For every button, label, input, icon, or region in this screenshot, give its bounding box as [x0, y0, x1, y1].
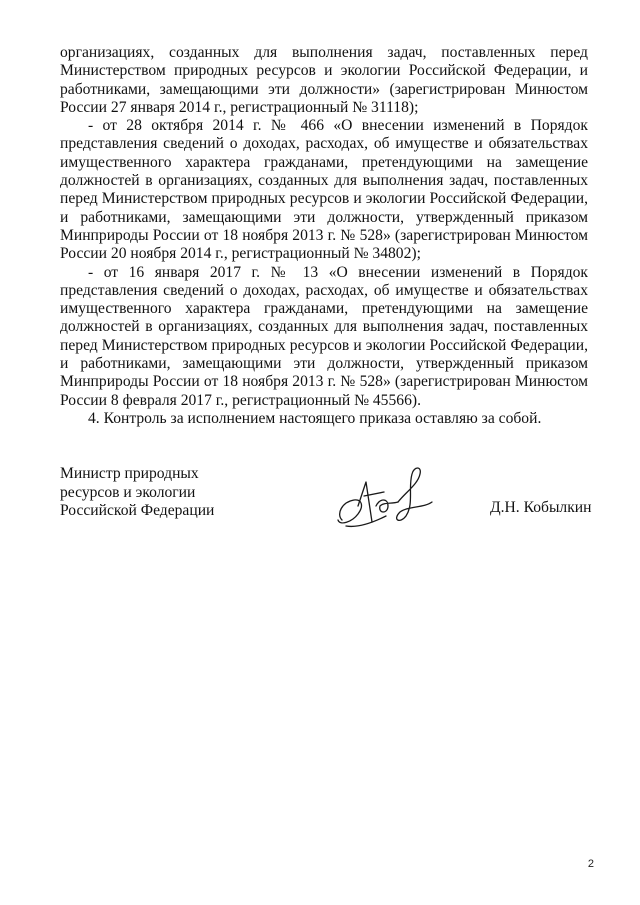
- paragraph-control-clause: 4. Контроль за исполнением настоящего приказа оставляю за собой.: [88, 409, 542, 427]
- paragraph-order-13: - от 16 января 2017 г. № 13 «О внесении изменений в Порядок представления сведений о доходах, расходах, об имуществе и обязательствах имущественного характера гражданами, претендующими на замещение должностей в организациях, созданных для выполнения задач, поставленных перед Министерством природных ресурсов и экологии Российской Федерации, и работниками, замещающими эти должности, утвержденный приказом Минприроды России от 18 ноября 2013 г. № 528» (зарегистрирован Минюстом России 8 февраля 2017 г., регистрационный № 45566).: [60, 263, 588, 409]
- signatory-title-line: Российской Федерации: [60, 502, 215, 519]
- handwritten-signature: [328, 462, 438, 536]
- paragraph-continuation: организациях, созданных для выполнения задач, поставленных перед Министерством природных ресурсов и экологии Российской Федерации, и работниками, замещающими эти должности» (зарегистрирован Минюстом России 27 января 2014 г., регистрационный № 31118);: [60, 44, 588, 116]
- paragraph-order-466: - от 28 октября 2014 г. № 466 «О внесении изменений в Порядок представления сведений о доходах, расходах, об имуществе и обязательствах имущественного характера гражданами, претендующими на замещение должностей в организациях, созданных для выполнения задач, поставленных перед Министерством природных ресурсов и экологии Российской Федерации, и работниками, замещающими эти должности, утвержденный приказом Минприроды России от 18 ноября 2013 г. № 528» (зарегистрирован Минюстом России 20 ноября 2014 г., регистрационный № 34802);: [60, 117, 588, 263]
- page-number: 2: [587, 858, 594, 870]
- signatory-name: Д.Н. Кобылкин: [490, 499, 592, 516]
- signatory-title-line: ресурсов и экологии: [60, 483, 196, 501]
- document-body: [60, 44, 588, 428]
- signatory-title-line: Министр природных: [60, 465, 199, 482]
- signatory-title: [60, 465, 214, 521]
